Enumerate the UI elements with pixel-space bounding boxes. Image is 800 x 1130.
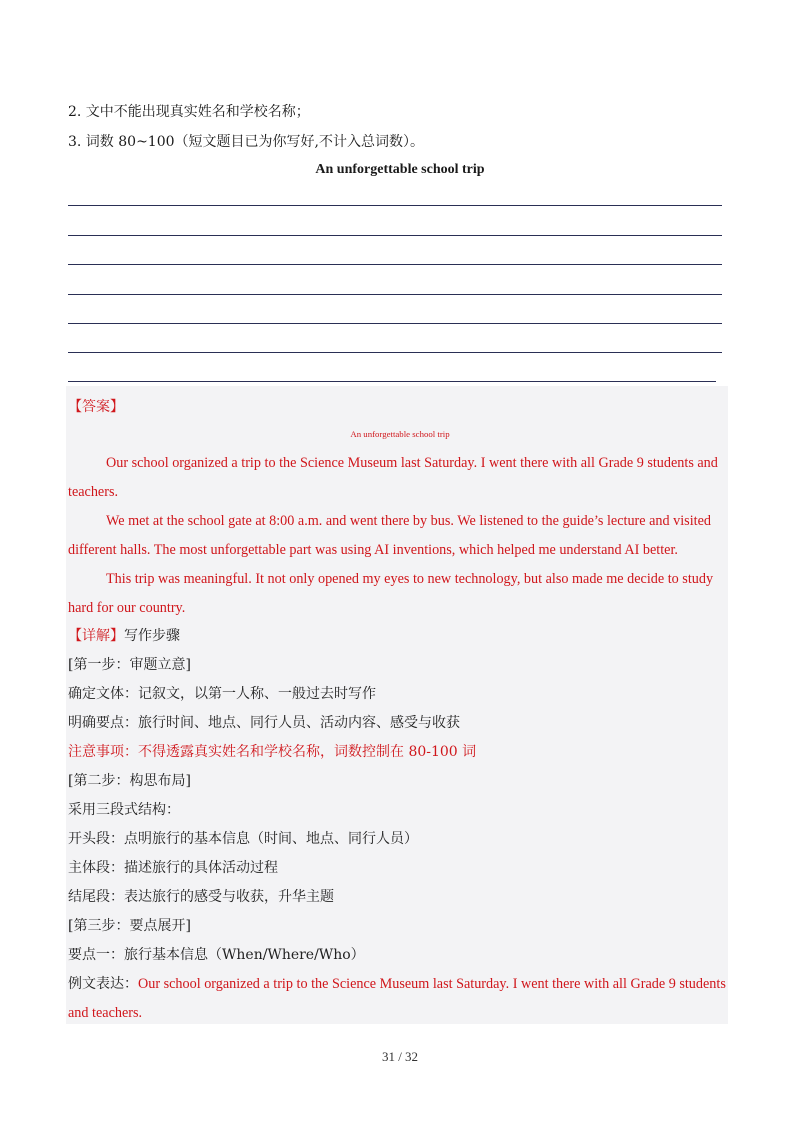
step-line-note: 注意事项：不得透露真实姓名和学校名称，词数控制在 80-100 词 bbox=[68, 744, 477, 760]
answer-line: different halls. The most unforgettable part was using AI inventions, which helped me understand AI better. bbox=[68, 542, 678, 558]
step-line: 开头段：点明旅行的基本信息（时间、地点、同行人员） bbox=[68, 831, 418, 847]
step-line: 确定文体：记叙文，以第一人称、一般过去时写作 bbox=[68, 686, 376, 702]
requirement-2: 2. 文中不能出现真实姓名和学校名称； bbox=[68, 104, 310, 120]
example-text: Our school organized a trip to the Science Museum last Saturday. I went there with all Grade 9 students bbox=[138, 976, 726, 992]
explain-heading bbox=[68, 626, 180, 646]
writing-line bbox=[68, 205, 722, 206]
step-heading-1: [第一步：审题立意] bbox=[68, 657, 191, 673]
answer-label: 【答案】 bbox=[68, 399, 124, 415]
step-line: 要点一：旅行基本信息（When/Where/Who） bbox=[68, 947, 365, 963]
answer-line: This trip was meaningful. It not only opened my eyes to new technology, but also made me decide to study bbox=[106, 571, 714, 587]
explain-label: 【详解】 bbox=[68, 628, 124, 644]
step-line: 明确要点：旅行时间、地点、同行人员、活动内容、感受与收获 bbox=[68, 715, 460, 731]
writing-line bbox=[68, 235, 722, 236]
writing-line bbox=[68, 294, 722, 295]
step-heading-3: [第三步：要点展开] bbox=[68, 918, 191, 934]
writing-line bbox=[68, 352, 722, 353]
requirement-3: 3. 词数 80~100（短文题目已为你写好,不计入总词数）。 bbox=[68, 134, 424, 150]
writing-line bbox=[68, 323, 722, 324]
example-label: 例文表达： bbox=[68, 976, 138, 992]
answer-line: We met at the school gate at 8:00 a.m. and went there by bus. We listened to the guide’s lecture and visited bbox=[106, 513, 711, 529]
answer-title: An unforgettable school trip bbox=[350, 429, 450, 439]
essay-title: An unforgettable school trip bbox=[315, 162, 485, 177]
writing-line bbox=[68, 264, 722, 265]
writing-line bbox=[68, 381, 716, 382]
answer-line: hard for our country. bbox=[68, 600, 186, 616]
example-line bbox=[68, 974, 726, 994]
answer-line: teachers. bbox=[68, 484, 119, 500]
example-line-cont: and teachers. bbox=[68, 1005, 143, 1021]
page-number: 31 / 32 bbox=[381, 1049, 419, 1064]
step-line: 采用三段式结构： bbox=[68, 802, 180, 818]
explain-title: 写作步骤 bbox=[124, 628, 180, 644]
step-heading-2: [第二步：构思布局] bbox=[68, 773, 191, 789]
answer-line: Our school organized a trip to the Science Museum last Saturday. I went there with all Grade 9 students and bbox=[106, 455, 718, 471]
step-line: 主体段：描述旅行的具体活动过程 bbox=[68, 860, 278, 876]
step-line: 结尾段：表达旅行的感受与收获，升华主题 bbox=[68, 889, 334, 905]
